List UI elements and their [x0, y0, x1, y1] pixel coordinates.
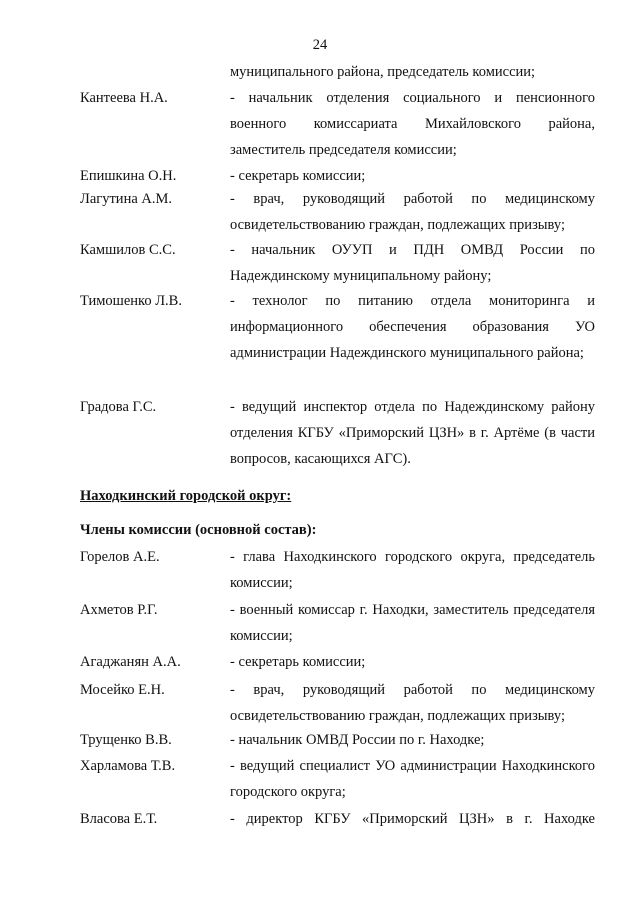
section-heading: Находкинский городской округ: — [80, 488, 292, 504]
member-name: Тимошенко Л.В. — [80, 293, 182, 309]
members-heading: Члены комиссии (основной состав): — [80, 522, 317, 538]
member-name: Власова Е.Т. — [80, 811, 158, 827]
member-name: Агаджанян А.А. — [80, 654, 181, 670]
member-role: - технолог по питанию отдела мониторинга и информационного обеспечения образования УО администрации Надеждинского муниципального района; — [230, 293, 595, 361]
member-role: - секретарь комиссии; — [230, 654, 366, 670]
member-name: Трущенко В.В. — [80, 732, 172, 748]
member-name: Епишкина О.Н. — [80, 168, 177, 184]
member-name: Лагутина А.М. — [80, 191, 172, 207]
member-role: - врач, руководящий работой по медицинскому освидетельствованию граждан, подлежащих призыву; — [230, 191, 595, 233]
member-role: - врач, руководящий работой по медицинскому освидетельствованию граждан, подлежащих призыву; — [230, 682, 595, 724]
member-role: - начальник ОМВД России по г. Находке; — [230, 732, 485, 748]
member-name: Градова Г.С. — [80, 399, 157, 415]
page-number: 24 — [312, 37, 328, 53]
member-role: - секретарь комиссии; — [230, 168, 366, 184]
member-name: Горелов А.Е. — [80, 549, 160, 565]
member-role: - глава Находкинского городского округа, председатель комиссии; — [230, 549, 595, 591]
member-role: - ведущий инспектор отдела по Надеждинскому району отделения КГБУ «Приморский ЦЗН» в г. Артёме (в части вопросов, касающихся АГС). — [230, 399, 595, 467]
member-role: - начальник ОУУП и ПДН ОМВД России по Надеждинскому муниципальному району; — [230, 242, 595, 284]
member-name: Камшилов С.С. — [80, 242, 176, 258]
member-name: Харламова Т.В. — [80, 758, 176, 774]
member-role: - ведущий специалист УО администрации Находкинского городского округа; — [230, 758, 595, 800]
member-role: - военный комиссар г. Находки, заместитель председателя комиссии; — [230, 602, 595, 644]
continued-text: муниципального района, председатель комиссии; — [230, 64, 536, 80]
member-role: - директор КГБУ «Приморский ЦЗН» в г. Находке — [230, 811, 595, 827]
member-name: Мосейко Е.Н. — [80, 682, 165, 698]
member-name: Кантеева Н.А. — [80, 90, 168, 106]
member-name: Ахметов Р.Г. — [80, 602, 158, 618]
member-role: - начальник отделения социального и пенсионного военного комиссариата Михайловского района, заместитель председателя комиссии; — [230, 90, 595, 158]
